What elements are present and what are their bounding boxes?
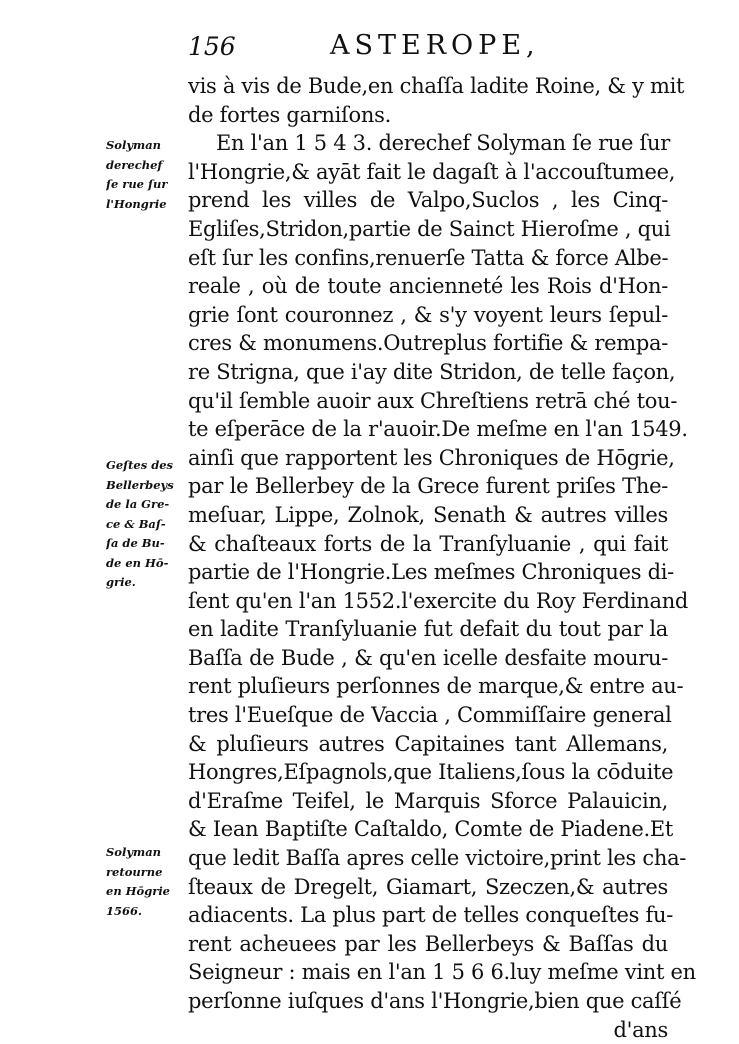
text-line: Egliſes,Stridon,partie de Sainct Hieroſme , qui (188, 216, 671, 241)
margin-note-line: de la Gre- (106, 497, 170, 511)
text-line: grie ſont couronnez , & s'y voyent leurs ſepul- (188, 302, 668, 327)
text-line: meſuar, Lippe, Zolnok, Senath & autres villes (188, 502, 668, 527)
text-line: de fortes garniſons. (188, 102, 391, 127)
page-header (188, 30, 668, 70)
text-line: & pluſieurs autres Capitaines tant Allemans, (188, 731, 668, 756)
margin-note-line: en Hōgrie (106, 884, 171, 898)
margin-note-line: retourne (106, 864, 163, 879)
margin-note-line: Bellerbeys (106, 477, 174, 492)
text-line: tres l'Eueſque de Vaccia , Commiſſaire general (188, 703, 672, 728)
running-title: ASTEROPE, (330, 30, 540, 61)
text-line: ſent qu'en l'an 1552.l'exercite du Roy Ferdinand (188, 588, 689, 613)
margin-note-line: de en Hō- (106, 555, 169, 570)
text-line: Baſſa de Bude , & qu'en icelle desfaite mouru- (188, 645, 668, 670)
margin-note-solyman-rue (106, 136, 190, 214)
margin-note-line: derechef (106, 157, 163, 172)
text-line: & Iean Baptiſte Caſtaldo, Comte de Piadene.Et (188, 817, 673, 842)
text-line: adiacents. La plus part de telles conqueſtes fu- (188, 903, 674, 928)
catchword: d'ans (613, 1017, 668, 1042)
text-line: re Strigna, que i'ay dite Stridon, de telle façon, (188, 359, 676, 384)
text-line: Hongres,Eſpagnols,que Italiens,ſous la cōduite (188, 760, 674, 785)
text-line: ainſi que rapportent les Chroniques de Hōgrie, (188, 445, 675, 470)
margin-note-line: Solyman (106, 138, 162, 152)
main-text-block (188, 72, 696, 1044)
text-line: en ladite Tranſyluanie fut defait du tout par la (188, 617, 668, 642)
margin-note-line: grie. (106, 575, 136, 589)
margin-note-line: l'Hongrie (106, 196, 167, 211)
margin-note-line: ce & Baſ- (106, 516, 166, 531)
text-line: l'Hongrie,& ayāt fait le dagaſt à l'accouſtumee, (188, 159, 676, 184)
text-line: reale , où de toute ancienneté les Rois d'Hon- (188, 274, 668, 299)
text-line: perſonne iuſques d'ans l'Hongrie,bien que caſſé (188, 989, 682, 1013)
margin-note-line: ſa de Bu- (106, 536, 165, 550)
text-line: que ledit Baſſa apres celle victoire,print les cha- (188, 846, 687, 871)
text-line: cres & monumens.Outreplus fortifie & rempa- (188, 331, 668, 356)
text-line: rent acheuees par les Bellerbeys & Baſſas du (188, 931, 668, 956)
text-line: d'Eraſme Teifel, le Marquis Sforce Palauicin, (188, 788, 668, 813)
margin-note-line: Solyman (106, 845, 162, 859)
text-line: te eſperāce de la r'auoir.De meſme en l'an 1549. (188, 417, 688, 442)
text-line: prend les villes de Valpo,Suclos , les Cinq- (188, 188, 668, 213)
margin-note-line: ſe rue ſur (106, 177, 168, 191)
text-line: rent pluſieurs perſonnes de marque,& entre au- (188, 674, 684, 699)
text-line: eſt ſur les confins,renuerſe Tatta & force Albe- (188, 245, 669, 270)
margin-note-line: 1566. (106, 903, 143, 918)
text-line: ſteaux de Dregelt, Giamart, Szeczen,& autres (188, 874, 668, 899)
margin-note-gestes-bellerbeys (106, 456, 190, 593)
page-number: 156 (188, 32, 236, 61)
text-line: vis à vis de Bude,en chaſſa ladite Roine, & y mit (188, 74, 685, 98)
text-line: partie de l'Hongrie.Les meſmes Chroniques di- (188, 560, 674, 585)
text-line: Seigneur : mais en l'an 1 5 6 6.luy meſme vint en (188, 960, 696, 985)
margin-note-solyman-retourne (106, 843, 190, 921)
text-line: & chaſteaux forts de la Tranſyluanie , qui fait (188, 531, 668, 556)
text-line: En l'an 1 5 4 3. derechef Solyman ſe rue ſur (216, 131, 670, 156)
text-line: par le Bellerbey de la Grece furent priſes The- (188, 474, 668, 499)
margin-note-line: Geſtes des (106, 458, 174, 472)
text-line: qu'il ſemble auoir aux Chreſtiens retrā ché tou- (188, 388, 678, 413)
